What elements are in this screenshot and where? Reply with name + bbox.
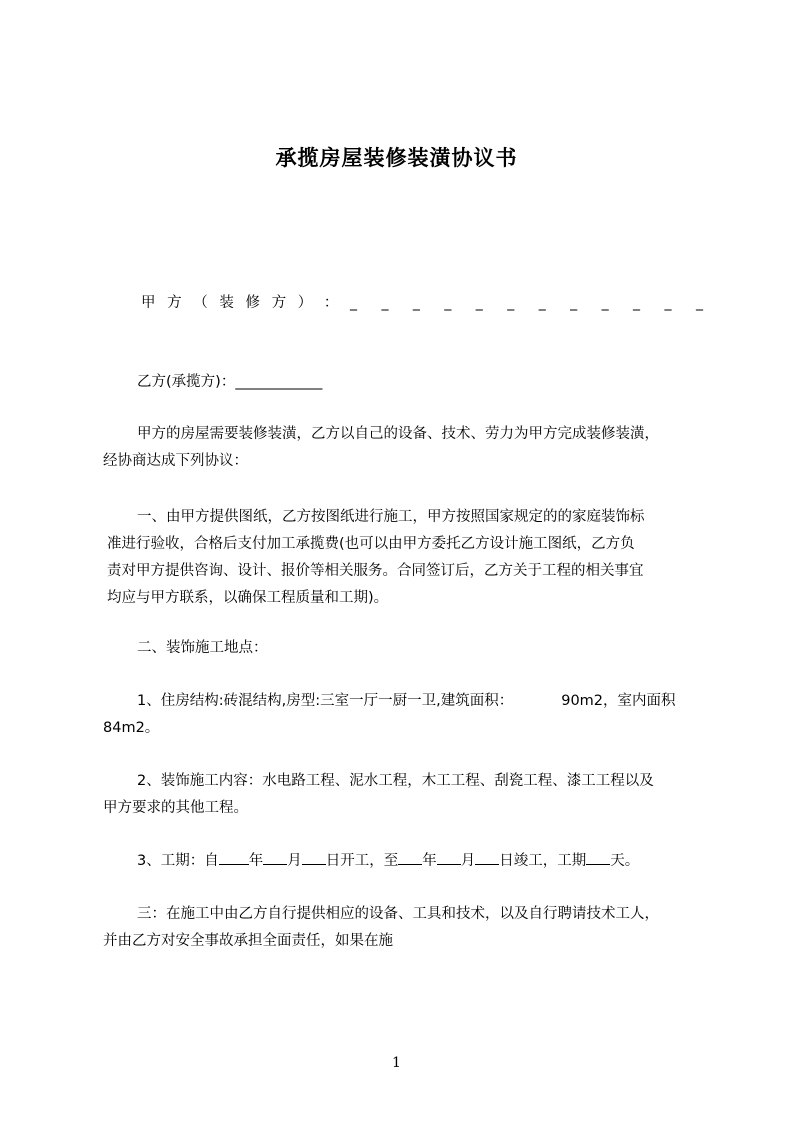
party-a-char: 甲 xyxy=(141,295,156,311)
intro-line-1: 甲方的房屋需要装修装潢，乙方以自己的设备、技术、劳力为甲方完成装修装潢， xyxy=(137,426,659,442)
item3-month: 月 xyxy=(287,853,302,869)
intro-line-2: 经协商达成下列协议： xyxy=(103,453,248,469)
clause1-line-4: 均应与甲方联系，以确保工程质量和工期)。 xyxy=(107,590,389,606)
clause2-item1-line-2: 84m2。 xyxy=(103,720,160,736)
blank-field xyxy=(398,850,422,865)
clause3-line-2: 并由乙方对安全事故承担全面责任，如果在施 xyxy=(103,933,393,949)
item3-days: 天。 xyxy=(610,853,640,869)
blank-field xyxy=(219,850,249,865)
party-a-char: 方 xyxy=(167,295,182,311)
item3-month: 月 xyxy=(460,853,476,869)
blank-field xyxy=(263,850,287,865)
item3-year: 年 xyxy=(248,853,264,869)
clause2-item1-area: 90m2，室内面积 xyxy=(561,693,676,709)
clause2-item1-text: 1、住房结构:砖混结构,房型:三室一厅一厨一卫,建筑面积： xyxy=(137,693,514,709)
item3-year: 年 xyxy=(422,853,437,869)
clause2-item3-line xyxy=(137,850,757,872)
blank-field xyxy=(475,850,499,865)
document-title: 承揽房屋装修装潢协议书 xyxy=(275,146,518,170)
clause2-heading: 二、装饰施工地点： xyxy=(137,640,268,656)
party-b-line xyxy=(137,371,757,393)
page-number: 1 xyxy=(392,1055,401,1071)
clause3-line-1: 三：在施工中由乙方自行提供相应的设备、工具和技术，以及自行聘请技术工人， xyxy=(137,906,659,922)
party-a-char: 方 xyxy=(271,295,287,311)
party-b-label: 乙方(承揽方)： xyxy=(137,374,236,390)
item3-prefix: 3、工期：自 xyxy=(137,853,219,869)
clause1-line-1: 一、由甲方提供图纸，乙方按图纸进行施工，甲方按照国家规定的的家庭装饰标 xyxy=(137,509,645,525)
clause2-item1-line-1 xyxy=(137,690,757,712)
party-a-char: ： xyxy=(323,295,339,311)
party-a-line xyxy=(141,291,713,312)
blank-field xyxy=(586,850,610,865)
clause1-line-3: 责对甲方提供咨询、设计、报价等相关服务。合同签订后，乙方关于工程的相关事宜 xyxy=(107,563,644,579)
blank-field xyxy=(437,850,461,865)
clause2-item2-line-2: 甲方要求的其他工程。 xyxy=(103,800,248,816)
party-a-char: 装 xyxy=(219,295,234,311)
party-b-blank: ____________ xyxy=(235,374,323,390)
party-a-char: （ xyxy=(193,295,208,311)
party-a-char: ） xyxy=(297,295,313,311)
party-a-char: 修 xyxy=(245,295,260,311)
clause2-item2-line-1: 2、装饰施工内容：水电路工程、泥水工程，木工工程、刮瓷工程、漆工工程以及 xyxy=(137,773,654,789)
blank-field xyxy=(302,850,326,865)
item3-start: 日开工，至 xyxy=(325,853,399,869)
party-a-blank: _ _ _ _ _ _ _ _ _ _ _ _ xyxy=(350,295,713,311)
item3-end: 日竣工，工期 xyxy=(499,853,587,869)
clause1-line-2: 准进行验收，合格后支付加工承揽费(也可以由甲方委托乙方设计施工图纸，乙方负 xyxy=(107,536,635,552)
